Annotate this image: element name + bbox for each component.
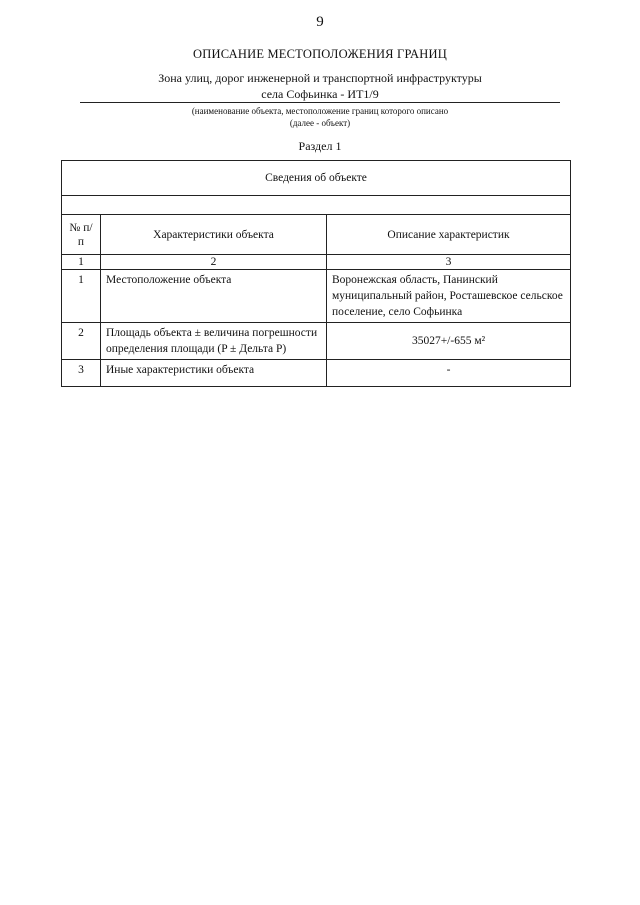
table-caption: Сведения об объекте [62,161,571,196]
header-characteristic: Характеристики объекта [101,215,327,255]
row-description: - [327,360,571,387]
header-number: № п/п [62,215,101,255]
table-empty-cell [62,196,571,215]
table-caption-row [62,161,571,196]
row-characteristic: Местоположение объекта [101,270,327,323]
row-characteristic: Площадь объекта ± величина погрешности определения площади (P ± Дельта P) [101,323,327,360]
header-description: Описание характеристик [327,215,571,255]
object-name-line-1: Зона улиц, дорог инженерной и транспортной инфраструктуры [158,71,482,85]
object-name-underline [80,102,560,103]
row-characteristic: Иные характеристики объекта [101,360,327,387]
object-name-line-2: села Софьинка - ИТ1/9 [261,87,379,101]
table-row [62,360,571,387]
table-header-row [62,215,571,255]
object-info-table [61,160,571,387]
table-column-number-row [62,255,571,270]
page-number: 9 [316,14,324,30]
object-name-caption [80,105,560,129]
object-name-caption-line-2: (далее - объект) [289,118,351,128]
document-title: ОПИСАНИЕ МЕСТОПОЛОЖЕНИЯ ГРАНИЦ [193,47,447,61]
table-row [62,270,571,323]
row-description: Воронежская область, Панинский муниципальный район, Росташевское сельское поселение, село Софьинка [327,270,571,323]
object-name [80,70,560,102]
row-number: 1 [62,270,101,323]
row-number: 2 [62,323,101,360]
column-number-2: 2 [101,255,327,270]
table-empty-row [62,196,571,215]
row-description: 35027+/-655 м² [327,323,571,360]
section-label: Раздел 1 [298,139,342,153]
object-name-caption-line-1: (наименование объекта, местоположение границ которого описано [191,106,449,116]
table-row [62,323,571,360]
column-number-1: 1 [62,255,101,270]
column-number-3: 3 [327,255,571,270]
row-number: 3 [62,360,101,387]
